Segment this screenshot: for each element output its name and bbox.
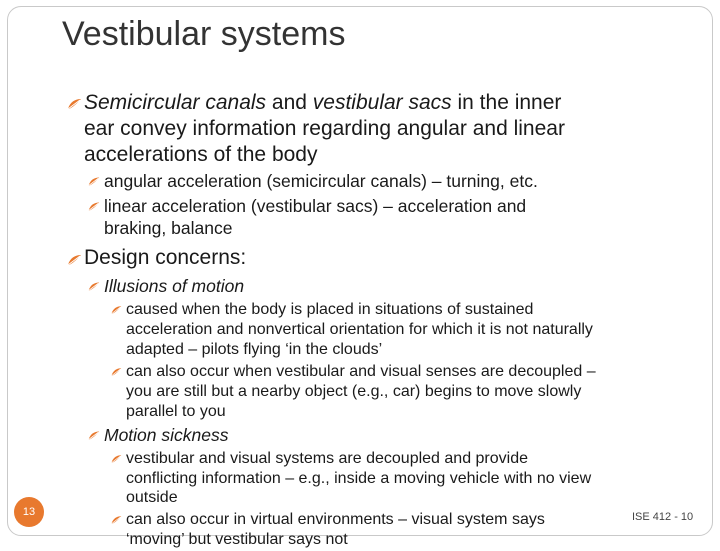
bullet-caused-when-line2: acceleration and nonvertical orientation for which it is not naturally [126,321,593,338]
bullet-illusions-of-motion: Illusions of motion [104,276,245,296]
leaf-bullet-icon [66,252,82,268]
bullet-semicircular-line1 [84,91,561,115]
bullet-conflicting-line1: vestibular and visual systems are decoupled and provide [126,450,529,467]
bullet-caused-when-line3: adapted – pilots flying ‘in the clouds’ [126,341,383,358]
bullet-semicircular-line3: accelerations of the body [84,143,318,166]
bullet-linear-acceleration-line2: braking, balance [104,218,233,238]
course-footer: ISE 412 - 10 [632,511,694,523]
bullet-linear-acceleration-line1: linear acceleration (vestibular sacs) – acceleration and [104,196,527,216]
bullet-decoupled-line1: can also occur when vestibular and visual senses are decoupled – [126,363,596,380]
text-in-the-inner: in the inner [451,91,562,114]
leaf-bullet-icon [110,304,122,316]
bullet-semicircular-line2: ear convey information regarding angular and linear [84,117,565,140]
bullet-decoupled-line3: parallel to you [126,403,226,420]
bullet-virtual-line2: ‘moving’ but vestibular says not [126,531,348,548]
leaf-bullet-icon [87,200,100,213]
leaf-bullet-icon [110,366,122,378]
leaf-bullet-icon [110,453,122,465]
bullet-virtual-line1: can also occur in virtual environments – visual system says [126,511,545,528]
text-and: and [266,91,313,114]
leaf-bullet-icon [66,96,82,112]
bullet-conflicting-line3: outside [126,489,178,506]
slide-number-badge: 13 [14,497,44,527]
bullet-design-concerns: Design concerns: [84,246,247,269]
slide-title: Vestibular systems [62,15,346,53]
term-vestibular-sacs: vestibular sacs [312,91,452,114]
bullet-motion-sickness: Motion sickness [104,425,229,445]
leaf-bullet-icon [87,429,100,442]
leaf-bullet-icon [87,280,100,293]
bullet-decoupled-line2: you are still but a nearby object (e.g., car) begins to move slowly [126,383,582,400]
bullet-angular-acceleration: angular acceleration (semicircular canals) – turning, etc. [104,171,538,191]
bullet-conflicting-line2: conflicting information – e.g., inside a moving vehicle with no view [126,470,592,487]
leaf-bullet-icon [110,514,122,526]
bullet-caused-when-line1: caused when the body is placed in situations of sustained [126,301,534,318]
term-semicircular-canals: Semicircular canals [84,91,267,114]
leaf-bullet-icon [87,175,100,188]
